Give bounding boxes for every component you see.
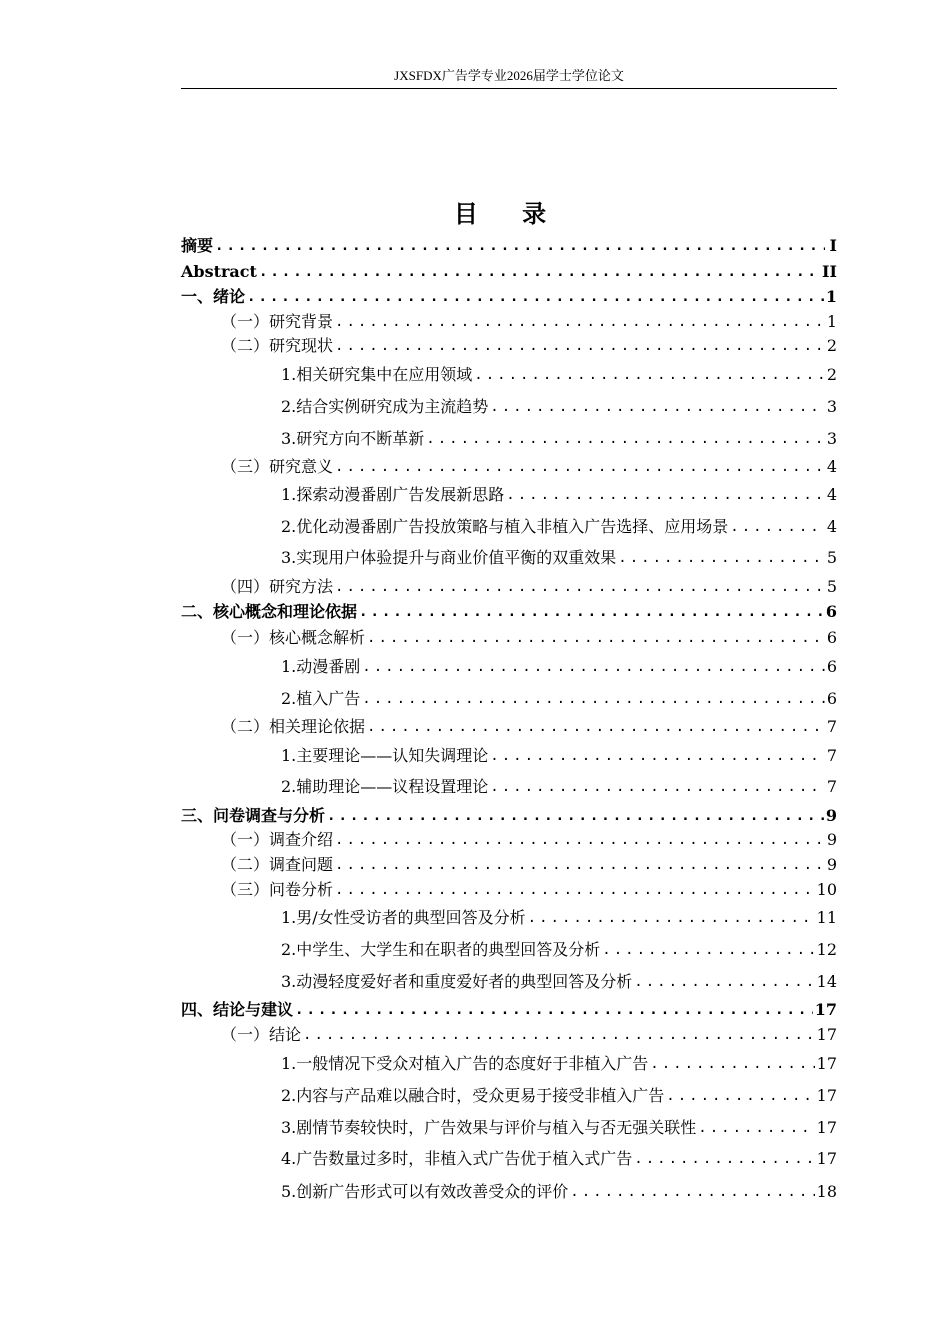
toc-entry-title: （一）核心概念解析: [221, 628, 366, 647]
toc-entry-title: 1.动漫番剧: [281, 657, 361, 676]
toc-entry[interactable]: [181, 1178, 837, 1202]
toc-entry-page-number: 10: [816, 880, 837, 899]
toc-entry-title: 2.中学生、大学生和在职者的典型回答及分析: [281, 940, 601, 959]
dot-leader: [259, 262, 820, 282]
toc-entry-page-number: I: [829, 236, 837, 255]
toc-entry-title: 2.植入广告: [281, 689, 361, 708]
toc-entry[interactable]: [181, 936, 837, 960]
toc-entry[interactable]: [181, 361, 837, 385]
dot-leader: [335, 336, 825, 356]
dot-leader: [335, 830, 825, 850]
toc-entry[interactable]: [181, 876, 837, 900]
toc-entry-title: 3.剧情节奏较快时，广告效果与评价与植入与否无强关联性: [281, 1118, 697, 1137]
toc-entry[interactable]: [181, 283, 837, 307]
toc-entry-title: 5.创新广告形式可以有效改善受众的评价: [281, 1182, 569, 1201]
toc-entry[interactable]: [181, 851, 837, 875]
toc-entry-title: （一）研究背景: [221, 312, 334, 331]
dot-leader: [570, 1182, 814, 1202]
toc-entry-title: 3.实现用户体验提升与商业价值平衡的双重效果: [281, 548, 617, 567]
toc-entry-page-number: 2: [826, 336, 837, 355]
toc-entry-page-number: 12: [816, 940, 837, 959]
toc-entry[interactable]: [181, 258, 837, 282]
toc-entry-page-number: 5: [826, 577, 837, 596]
running-header: JXSFDX广告学专业2026届学士学位论文: [181, 66, 837, 89]
toc-entry-page-number: 6: [826, 628, 837, 647]
toc-entry-title: 四、结论与建议: [181, 1000, 294, 1019]
toc-entry[interactable]: [181, 1145, 837, 1169]
toc-entry[interactable]: [181, 425, 837, 449]
dot-leader: [490, 777, 825, 797]
toc-entry[interactable]: [181, 232, 837, 256]
dot-leader: [327, 806, 824, 826]
toc-entry-page-number: II: [822, 262, 837, 281]
toc-entry-page-number: 1: [826, 312, 837, 331]
toc-entry-page-number: 6: [825, 602, 837, 621]
dot-leader: [490, 397, 825, 417]
toc-entry-title: 二、核心概念和理论依据: [181, 602, 358, 621]
toc-entry-page-number: 4: [826, 457, 837, 476]
toc-entry-title: （四）研究方法: [221, 577, 334, 596]
toc-entry-page-number: 5: [826, 548, 837, 567]
toc-entry-title: （二）相关理论依据: [221, 717, 366, 736]
dot-leader: [335, 855, 825, 875]
dot-leader: [602, 940, 814, 960]
toc-entry[interactable]: [181, 968, 837, 992]
toc-entry-page-number: 17: [816, 1149, 837, 1168]
toc-entry[interactable]: [181, 453, 837, 477]
toc-entry[interactable]: [181, 1021, 837, 1045]
toc-entry[interactable]: [181, 544, 837, 568]
dot-leader: [650, 1054, 814, 1074]
toc-entry[interactable]: [181, 713, 837, 737]
toc-entry-page-number: 9: [826, 830, 837, 849]
toc-entry-title: （一）调查介绍: [221, 830, 334, 849]
toc-entry-page-number: 7: [826, 777, 837, 796]
toc-entry-page-number: 7: [826, 717, 837, 736]
toc-entry-title: 3.研究方向不断革新: [281, 429, 425, 448]
toc-entry-page-number: 7: [826, 746, 837, 765]
dot-leader: [359, 602, 824, 622]
toc-entry[interactable]: [181, 1050, 837, 1074]
dot-leader: [730, 517, 825, 537]
toc-entry-title: （三）研究意义: [221, 457, 334, 476]
toc-entry[interactable]: [181, 742, 837, 766]
dot-leader: [295, 1000, 813, 1020]
toc-entry-title: 1.一般情况下受众对植入广告的态度好于非植入广告: [281, 1054, 649, 1073]
dot-leader: [362, 689, 825, 709]
toc-entry[interactable]: [181, 308, 837, 332]
toc-entry-page-number: 17: [816, 1025, 837, 1044]
toc-entry-title: （三）问卷分析: [221, 880, 334, 899]
toc-entry[interactable]: [181, 624, 837, 648]
toc-entry-page-number: 17: [816, 1118, 837, 1137]
dot-leader: [247, 287, 824, 307]
dot-leader: [362, 657, 825, 677]
toc-entry-title: 1.男/女性受访者的典型回答及分析: [281, 908, 526, 927]
toc-entry-page-number: 18: [816, 1182, 837, 1201]
toc-entry-page-number: 6: [826, 657, 837, 676]
toc-entry-title: 1.主要理论——认知失调理论: [281, 746, 489, 765]
toc-entry[interactable]: [181, 802, 837, 826]
dot-leader: [335, 457, 825, 477]
toc-entry-title: 一、绪论: [181, 287, 246, 306]
dot-leader: [335, 312, 825, 332]
dot-leader: [335, 577, 825, 597]
toc-entry-page-number: 4: [826, 485, 837, 504]
page-title: 目 录: [453, 200, 565, 228]
toc-entry-title: （一）结论: [221, 1025, 302, 1044]
toc-entry[interactable]: [181, 393, 837, 417]
toc-entry[interactable]: [181, 685, 837, 709]
dot-leader: [490, 746, 825, 766]
dot-leader: [367, 628, 825, 648]
toc-entry[interactable]: [181, 598, 837, 622]
toc-entry[interactable]: [181, 332, 837, 356]
toc-entry-page-number: 3: [826, 429, 837, 448]
dot-leader: [474, 365, 825, 385]
dot-leader: [335, 880, 815, 900]
toc-entry-title: 摘要: [181, 236, 214, 255]
toc-entry-title: （二）调查问题: [221, 855, 334, 874]
toc-entry-title: 2.优化动漫番剧广告投放策略与植入非植入广告选择、应用场景: [281, 517, 729, 536]
toc-entry[interactable]: [181, 904, 837, 928]
dot-leader: [634, 1149, 814, 1169]
toc-entry[interactable]: [181, 653, 837, 677]
toc-entry-title: 1.探索动漫番剧广告发展新思路: [281, 485, 505, 504]
toc-entry-page-number: 17: [816, 1086, 837, 1105]
toc-entry[interactable]: [181, 481, 837, 505]
dot-leader: [528, 908, 815, 928]
toc-entry-title: Abstract: [181, 262, 257, 281]
dot-leader: [634, 972, 814, 992]
toc-entry-page-number: 9: [826, 855, 837, 874]
dot-leader: [215, 236, 825, 256]
toc-entry-page-number: 6: [826, 689, 837, 708]
toc-entry[interactable]: [181, 513, 837, 537]
toc-entry-title: 4.广告数量过多时，非植入式广告优于植入式广告: [281, 1149, 633, 1168]
toc-entry-page-number: 9: [825, 806, 837, 825]
toc-entry-page-number: 17: [814, 1000, 837, 1019]
toc-entry-title: 2.内容与产品难以融合时，受众更易于接受非植入广告: [281, 1086, 665, 1105]
toc-entry-title: 2.辅助理论——议程设置理论: [281, 777, 489, 796]
toc-entry-title: （二）研究现状: [221, 336, 334, 355]
toc-entry-page-number: 2: [826, 365, 837, 384]
dot-leader: [618, 548, 825, 568]
dot-leader: [303, 1025, 815, 1045]
toc-entry-page-number: 3: [826, 397, 837, 416]
toc-entry[interactable]: [181, 826, 837, 850]
toc-entry-title: 3.动漫轻度爱好者和重度爱好者的典型回答及分析: [281, 972, 633, 991]
toc-entry-title: 三、问卷调查与分析: [181, 806, 326, 825]
toc-entry-page-number: 4: [826, 517, 837, 536]
toc-entry-page-number: 11: [816, 908, 837, 927]
dot-leader: [666, 1086, 814, 1106]
toc-entry-title: 2.结合实例研究成为主流趋势: [281, 397, 489, 416]
toc-entry[interactable]: [181, 1082, 837, 1106]
toc-entry[interactable]: [181, 773, 837, 797]
toc-entry-page-number: 14: [816, 972, 837, 991]
dot-leader: [426, 429, 825, 449]
toc-entry[interactable]: [181, 1114, 837, 1138]
toc-entry-title: 1.相关研究集中在应用领域: [281, 365, 473, 384]
toc-entry[interactable]: [181, 996, 837, 1020]
toc-entry-page-number: 17: [816, 1054, 837, 1073]
dot-leader: [506, 485, 825, 505]
toc-entry-page-number: 1: [825, 287, 837, 306]
toc-entry[interactable]: [181, 573, 837, 597]
dot-leader: [367, 717, 825, 737]
dot-leader: [698, 1118, 814, 1138]
